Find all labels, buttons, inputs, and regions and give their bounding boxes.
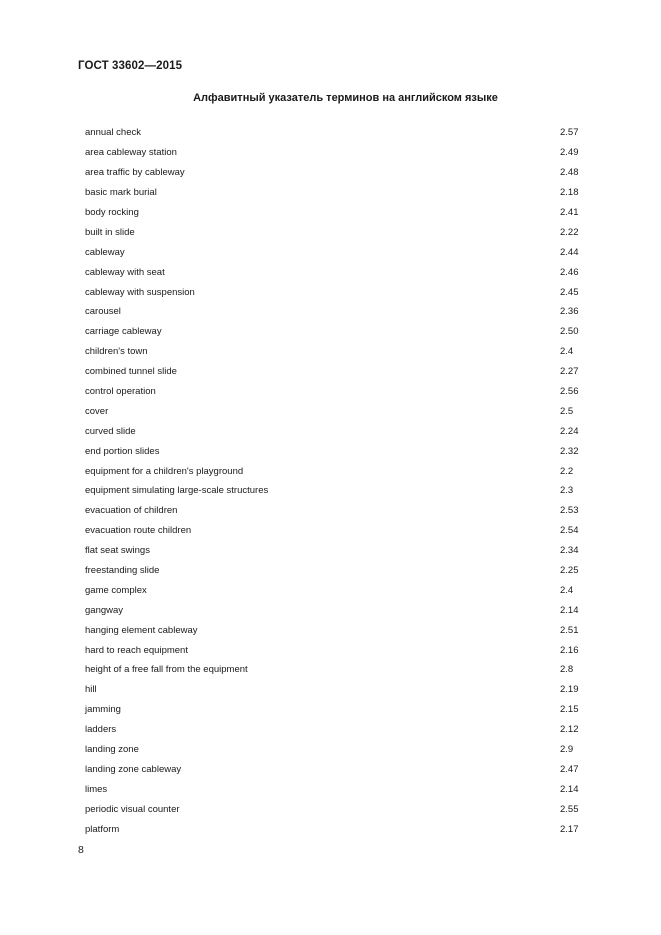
index-entry (85, 640, 582, 660)
index-term: built in slide (85, 226, 135, 238)
index-ref: 2.44 (560, 246, 579, 258)
index-ref: 2.17 (560, 823, 579, 835)
index-ref: 2.22 (560, 226, 579, 238)
index-ref: 2.36 (560, 306, 579, 318)
index-term: cableway with seat (85, 266, 165, 278)
index-term: children's town (85, 346, 148, 358)
index-term: hanging element cableway (85, 624, 198, 636)
index-term: flat seat swings (85, 545, 150, 557)
index-entry (85, 501, 582, 521)
index-term: area traffic by cableway (85, 167, 185, 179)
index-term: equipment for a children's playground (85, 465, 244, 477)
index-entry (85, 799, 582, 819)
index-ref: 2.14 (560, 783, 579, 795)
index-term: periodic visual counter (85, 803, 180, 815)
index-term: body rocking (85, 207, 139, 218)
index-ref: 2.4 (560, 346, 574, 358)
index-entry (85, 441, 582, 461)
index-ref: 2.12 (560, 724, 579, 736)
standard-code: ГОСТ 33602—2015 (78, 60, 183, 72)
index-entry (85, 541, 582, 561)
index-ref: 2.55 (560, 803, 579, 815)
index-ref: 2.41 (560, 207, 579, 218)
index-term: carousel (85, 306, 121, 318)
index-term: end portion slides (85, 445, 160, 457)
index-ref: 2.5 (560, 405, 574, 417)
index-entry (85, 382, 582, 402)
index-ref: 2.46 (560, 266, 579, 278)
index-entry (85, 600, 582, 620)
index-entry (85, 322, 582, 342)
index-entry (85, 760, 582, 780)
index-term: freestanding slide (85, 565, 160, 577)
index-term: jamming (85, 704, 121, 716)
index-term: height of a free fall from the equipment (85, 664, 248, 676)
index-term: cover (85, 405, 109, 417)
index-term: cableway with suspension (85, 286, 195, 298)
index-entry (85, 819, 582, 839)
index-term: game complex (85, 584, 147, 596)
index-term: equipment simulating large-scale structures (85, 485, 269, 497)
page-number: 8 (78, 844, 84, 856)
index-entry (85, 421, 582, 441)
index-entry (85, 580, 582, 600)
index-ref: 2.54 (560, 525, 579, 537)
index-term: basic mark burial (85, 187, 157, 199)
term-index-list (85, 123, 582, 839)
index-ref: 2.8 (560, 664, 574, 676)
index-ref: 2.56 (560, 386, 579, 398)
index-ref: 2.2 (560, 465, 574, 477)
index-ref: 2.27 (560, 366, 579, 378)
index-entry (85, 302, 582, 322)
index-term: landing zone cableway (85, 763, 182, 775)
index-ref: 2.51 (560, 624, 579, 636)
index-entry (85, 143, 582, 163)
index-term: cableway (85, 246, 125, 258)
index-ref: 2.47 (560, 763, 579, 775)
index-term: curved slide (85, 425, 136, 437)
index-term: landing zone (85, 744, 139, 756)
index-entry (85, 203, 582, 223)
index-ref: 2.25 (560, 565, 579, 577)
index-ref: 2.49 (560, 147, 579, 159)
index-ref: 2.53 (560, 505, 579, 517)
index-entry (85, 262, 582, 282)
index-entry (85, 461, 582, 481)
index-entry (85, 779, 582, 799)
index-entry (85, 401, 582, 421)
index-entry (85, 163, 582, 183)
index-entry (85, 521, 582, 541)
index-entry (85, 680, 582, 700)
index-entry (85, 183, 582, 203)
index-entry (85, 720, 582, 740)
index-ref: 2.4 (560, 584, 574, 596)
index-ref: 2.32 (560, 445, 579, 457)
index-ref: 2.19 (560, 684, 579, 696)
index-term: area cableway station (85, 147, 177, 159)
index-entry (85, 700, 582, 720)
index-ref: 2.45 (560, 286, 579, 298)
index-ref: 2.48 (560, 167, 579, 179)
index-entry (85, 242, 582, 262)
index-entry (85, 282, 582, 302)
index-ref: 2.50 (560, 326, 579, 338)
index-term: hill (85, 684, 97, 696)
index-term: evacuation route children (85, 525, 192, 537)
index-term: gangway (85, 604, 124, 616)
index-ref: 2.3 (560, 485, 574, 497)
index-entry (85, 620, 582, 640)
index-ref: 2.57 (560, 127, 579, 139)
index-term: annual check (85, 127, 141, 139)
index-term: limes (85, 783, 108, 795)
index-entry (85, 660, 582, 680)
index-term: platform (85, 823, 120, 835)
index-entry (85, 342, 582, 362)
index-entry (85, 561, 582, 581)
index-ref: 2.18 (560, 187, 579, 199)
index-ref: 2.24 (560, 425, 579, 437)
index-entry (85, 481, 582, 501)
index-ref: 2.9 (560, 744, 574, 756)
index-ref: 2.16 (560, 644, 579, 656)
index-title: Алфавитный указатель терминов на английском языке (193, 92, 498, 104)
index-ref: 2.15 (560, 704, 579, 716)
index-term: control operation (85, 386, 156, 398)
index-ref: 2.14 (560, 604, 579, 616)
index-entry (85, 740, 582, 760)
index-term: evacuation of children (85, 505, 178, 517)
index-ref: 2.34 (560, 545, 579, 557)
index-term: hard to reach equipment (85, 644, 188, 656)
index-entry (85, 222, 582, 242)
index-term: ladders (85, 724, 117, 736)
index-entry (85, 362, 582, 382)
index-entry (85, 123, 582, 143)
index-term: combined tunnel slide (85, 366, 177, 378)
index-term: carriage cableway (85, 326, 162, 338)
